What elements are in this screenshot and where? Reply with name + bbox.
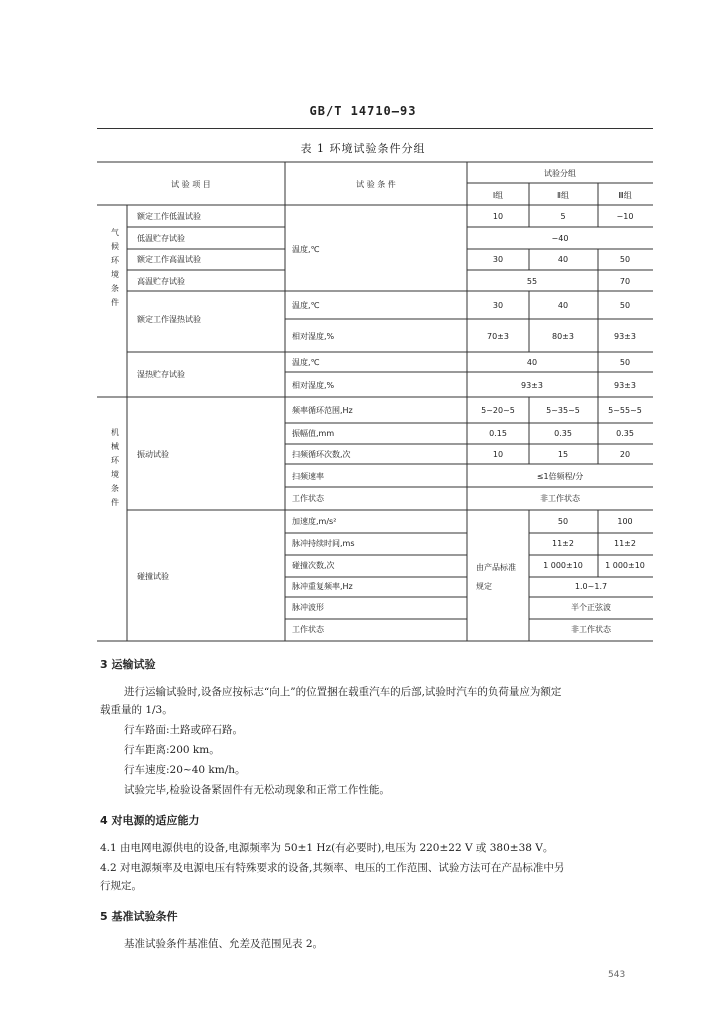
group-1-header: Ⅰ组	[492, 191, 504, 200]
paragraph: 行车路面:土路或碎石路。	[124, 724, 244, 736]
paragraph: 载重量的 1/3。	[100, 704, 173, 716]
col-header-group: 试验分组	[544, 169, 576, 178]
row-item: 额定工作低温试验	[137, 212, 201, 221]
cell-value: 5~35~5	[546, 406, 580, 415]
cell-value: 50	[619, 255, 631, 264]
cell-value: 93±3	[614, 332, 636, 341]
cell-value: 20	[619, 450, 631, 459]
condition-label: 工作状态	[292, 494, 324, 503]
cell-value: 0.35	[554, 429, 572, 438]
cell-value: 非工作状态	[571, 625, 611, 634]
cell-value: 93±3	[521, 381, 543, 390]
condition-label: 相对湿度,%	[292, 381, 335, 390]
group-3-header: Ⅲ组	[618, 191, 632, 200]
row-item: 低温贮存试验	[137, 234, 185, 243]
condition-label: 扫频循环次数,次	[292, 450, 351, 459]
cell-value: 1 000±10	[605, 561, 645, 570]
row-item: 碰撞试验	[137, 572, 169, 581]
cell-value: 非工作状态	[540, 494, 580, 503]
condition-label: 碰撞次数,次	[292, 561, 335, 570]
cell-value: 15	[557, 450, 569, 459]
cell-value: −40	[551, 234, 569, 243]
cell-value: 规定	[476, 582, 492, 591]
table-caption: 表 1 环境试验条件分组	[300, 142, 426, 155]
category-mechanical: 机械环境条件	[110, 428, 120, 512]
category-climate: 气候环境条件	[110, 228, 120, 312]
paragraph: 行车速度:20~40 km/h。	[124, 764, 246, 776]
paragraph: 4.1 由电网电源供电的设备,电源频率为 50±1 Hz(有必要时),电压为 220±22 V 或 380±38 V。	[100, 842, 554, 854]
condition-label: 温度,℃	[292, 358, 320, 367]
cell-value: 70	[619, 277, 631, 286]
section-5-title: 5 基准试验条件	[100, 910, 178, 923]
paragraph: 试验完毕,检验设备紧固件有无松动现象和正常工作性能。	[124, 784, 390, 796]
document-header: GB/T 14710—93	[309, 104, 417, 118]
condition-label: 温度,℃	[292, 301, 320, 310]
cell-value: 1.0~1.7	[574, 582, 608, 591]
paragraph: 4.2 对电源频率及电源电压有特殊要求的设备,其频率、电压的工作范围、试验方法可在产品标准中另	[100, 862, 565, 874]
cell-value: 11±2	[552, 539, 574, 548]
cell-value: −10	[616, 212, 634, 221]
cell-value: 40	[526, 358, 538, 367]
cell-value: 半个正弦波	[571, 603, 611, 612]
row-item: 振动试验	[137, 450, 169, 459]
cell-value: 10	[492, 450, 504, 459]
cell-value: 100	[617, 517, 633, 526]
condition-label: 振幅值,mm	[292, 429, 335, 438]
cell-value: 由产品标准	[476, 563, 516, 572]
cell-value: 0.15	[489, 429, 507, 438]
cell-value: ≤1倍频程/分	[536, 472, 584, 481]
row-item: 额定工作高温试验	[137, 255, 201, 264]
condition-label: 温度,℃	[292, 245, 320, 254]
condition-label: 加速度,m/s²	[292, 517, 337, 526]
cell-value: 5~20~5	[481, 406, 515, 415]
col-header-condition: 试 验 条 件	[356, 180, 396, 189]
paragraph: 基准试验条件基准值、允差及范围见表 2。	[124, 938, 324, 950]
cell-value: 55	[526, 277, 538, 286]
cell-value: 0.35	[616, 429, 634, 438]
cell-value: 30	[492, 255, 504, 264]
page-number: 543	[608, 970, 626, 980]
condition-label: 工作状态	[292, 625, 324, 634]
row-item: 湿热贮存试验	[137, 370, 185, 379]
cell-value: 40	[557, 255, 569, 264]
cell-value: 10	[492, 212, 504, 221]
row-item: 高温贮存试验	[137, 277, 185, 286]
cell-value: 80±3	[552, 332, 574, 341]
cell-value: 1 000±10	[543, 561, 583, 570]
condition-label: 脉冲持续时间,ms	[292, 539, 355, 548]
cell-value: 50	[619, 358, 631, 367]
section-3-title: 3 运输试验	[100, 658, 156, 671]
cell-value: 5~55~5	[608, 406, 642, 415]
cell-value: 11±2	[614, 539, 636, 548]
paragraph: 进行运输试验时,设备应按标志“向上”的位置捆在载重汽车的后部,试验时汽车的负荷量应为额定	[124, 686, 562, 698]
cell-value: 40	[557, 301, 569, 310]
condition-label: 相对湿度,%	[292, 332, 335, 341]
col-header-item: 试 验 项 目	[171, 180, 211, 189]
condition-label: 脉冲波形	[292, 603, 324, 612]
cell-value: 50	[557, 517, 569, 526]
cell-value: 70±3	[487, 332, 509, 341]
group-2-header: Ⅱ组	[557, 191, 569, 200]
condition-label: 频率循环范围,Hz	[292, 406, 353, 415]
section-4-title: 4 对电源的适应能力	[100, 814, 200, 827]
paragraph: 行规定。	[100, 880, 142, 892]
condition-label: 脉冲重复频率,Hz	[292, 582, 353, 591]
cell-value: 5	[560, 212, 566, 221]
cell-value: 50	[619, 301, 631, 310]
paragraph: 行车距离:200 km。	[124, 744, 220, 756]
cell-value: 93±3	[614, 381, 636, 390]
cell-value: 30	[492, 301, 504, 310]
row-item: 额定工作湿热试验	[137, 315, 201, 324]
condition-label: 扫频速率	[292, 472, 324, 481]
